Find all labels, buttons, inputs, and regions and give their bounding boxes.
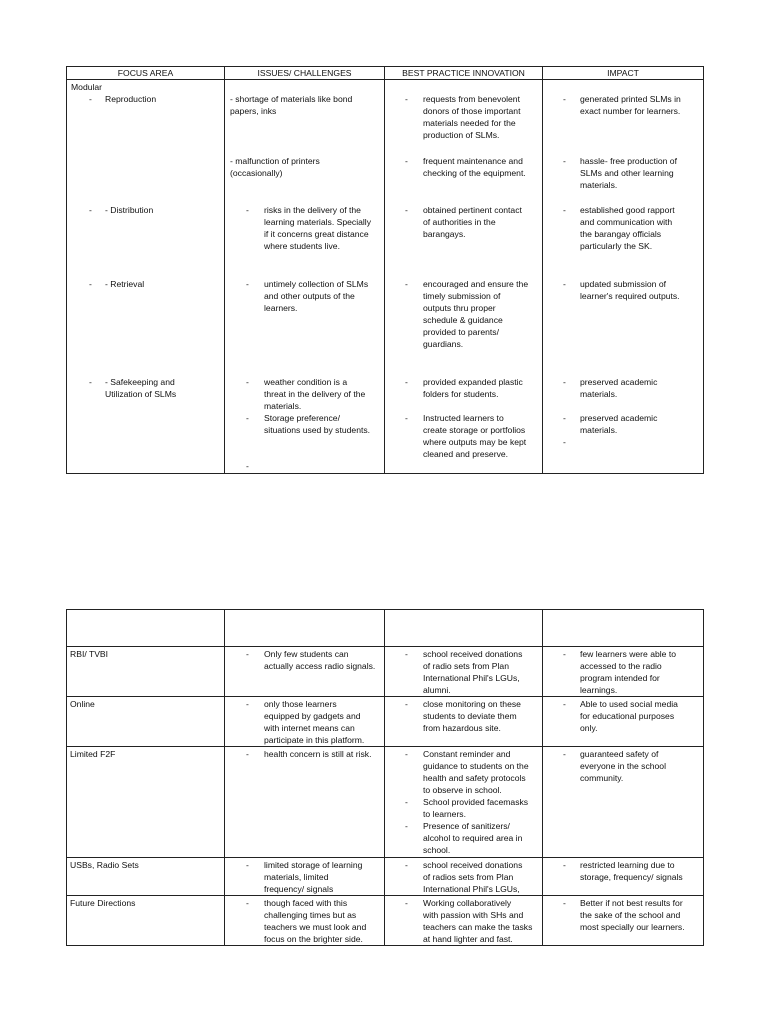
bullet-text-line: Constant reminder and: [423, 749, 511, 759]
table-row: [67, 896, 704, 946]
bullet-dash: -: [405, 797, 408, 807]
empty-bullet-dash: -: [563, 437, 566, 447]
bullet-text-line: Presence of sanitizers/: [423, 821, 510, 831]
issues-cell: [225, 647, 385, 697]
focus-area-label: RBI/ TVBI: [70, 649, 109, 659]
bullet-dash: -: [246, 749, 249, 759]
impact-cell: [543, 858, 704, 896]
issues-cell: [225, 747, 385, 858]
practice-cell: [385, 647, 543, 697]
bullet-text-line: Able to used social media: [580, 699, 678, 709]
empty-bullet-dash: -: [246, 461, 249, 471]
empty-cell: [225, 610, 385, 647]
table-row: [67, 647, 704, 697]
group-label-modular: Modular: [71, 82, 103, 92]
bullet-text-line: restricted learning due to: [580, 860, 675, 870]
focus-item-distribution: - Distribution: [105, 205, 154, 215]
bullet-text-line: the sake of the school and: [580, 910, 681, 920]
bullet-dash: -: [563, 699, 566, 709]
focus-item-safekeeping: - Safekeeping and: [105, 377, 175, 387]
impact-cell: [543, 647, 704, 697]
bullet-text-line: to learners.: [423, 809, 466, 819]
focus-area-cell: [67, 647, 225, 697]
focus-area-table: [66, 66, 704, 474]
bullet-text-line: alumni.: [423, 685, 451, 695]
bullet-text-line: community.: [580, 773, 624, 783]
bullet-text-line: of radios sets from Plan: [423, 872, 514, 882]
bullet-text-line: at hand lighter and fast.: [423, 934, 513, 944]
bullet-text-line: frequency/ signals: [264, 884, 334, 894]
bullet-dash: -: [405, 860, 408, 870]
bullet-text-line: learnings.: [580, 685, 618, 695]
bullet-text-line: Only few students can: [264, 649, 349, 659]
bullet-text-line: limited storage of learning: [264, 860, 363, 870]
focus-area-cell: [67, 896, 225, 946]
bullet-text-line: school received donations: [423, 860, 523, 870]
bullet-text-line: focus on the brighter side.: [264, 934, 363, 944]
bullet-dash: -: [89, 377, 92, 387]
bullet-dash: -: [89, 279, 92, 289]
bullet-dash: -: [563, 860, 566, 870]
issues-cell: [225, 896, 385, 946]
bullet-dash: -: [89, 94, 92, 104]
bullet-text-line: teachers we must look and: [264, 922, 367, 932]
bullet-text-line: teachers can make the tasks: [423, 922, 533, 932]
bullet-text-line: health and safety protocols: [423, 773, 526, 783]
bullet-text-line: of radio sets from Plan: [423, 661, 509, 671]
bullet-dash: -: [563, 898, 566, 908]
impact-cell: [543, 747, 704, 858]
empty-cell: [385, 610, 543, 647]
bullet-text-line: school received donations: [423, 649, 523, 659]
focus-item-utilization: Utilization of SLMs: [105, 389, 177, 399]
issues-cell: - shortage of materials like bond papers, inks - malfunction of printers (occasionally) - risks in the delivery of the learning materials. Specially if it concerns great distance where students live. - untimely collection of SLMs and other outputs of the learners. - weather condition is a threat in the delivery of the materials. - Storage preference/ situations used by students. -: [225, 80, 385, 474]
focus-area-cell: [67, 697, 225, 747]
empty-cell: [67, 610, 225, 647]
impact-cell: [543, 896, 704, 946]
bullet-text-line: for educational purposes: [580, 711, 675, 721]
bullet-dash: -: [405, 749, 408, 759]
header-best-practice: BEST PRACTICE INNOVATION: [385, 67, 543, 80]
bullet-text-line: with internet means can: [264, 723, 355, 733]
bullet-text-line: School provided facemasks: [423, 797, 529, 807]
bullet-text-line: accessed to the radio: [580, 661, 662, 671]
bullet-dash: -: [405, 649, 408, 659]
impact-cell: [543, 697, 704, 747]
header-issues: ISSUES/ CHALLENGES: [225, 67, 385, 80]
empty-cell: [543, 610, 704, 647]
practice-cell: [385, 896, 543, 946]
practice-cell: [385, 858, 543, 896]
bullet-text-line: International Phil's LGUs,: [423, 884, 520, 894]
table-row: [67, 747, 704, 858]
practice-cell: [385, 697, 543, 747]
header-impact: IMPACT: [543, 67, 704, 80]
table-row: [67, 697, 704, 747]
focus-area-label: Future Directions: [70, 898, 136, 908]
bullet-text-line: equipped by gadgets and: [264, 711, 361, 721]
bullet-text-line: only.: [580, 723, 598, 733]
bullet-text-line: with passion with SHs and: [423, 910, 524, 920]
bullet-text-line: though faced with this: [264, 898, 348, 908]
bullet-text-line: storage, frequency/ signals: [580, 872, 683, 882]
bullet-text-line: program intended for: [580, 673, 660, 683]
bullet-text-line: students to deviate them: [423, 711, 517, 721]
bullet-dash: -: [563, 649, 566, 659]
bullet-text-line: actually access radio signals.: [264, 661, 376, 671]
bullet-text-line: guaranteed safety of: [580, 749, 659, 759]
continuation-table: [66, 609, 704, 946]
bullet-dash: -: [405, 821, 408, 831]
bullet-text-line: from hazardous site.: [423, 723, 501, 733]
bullet-text-line: close monitoring on these: [423, 699, 521, 709]
table-row: [67, 858, 704, 896]
focus-area-cell: [67, 858, 225, 896]
bullet-dash: -: [563, 749, 566, 759]
bullet-text-line: school.: [423, 845, 451, 855]
bullet-dash: -: [246, 699, 249, 709]
focus-area-label: USBs, Radio Sets: [70, 860, 139, 870]
bullet-text-line: alcohol to required area in: [423, 833, 523, 843]
bullet-text-line: Better if not best results for: [580, 898, 683, 908]
best-practice-cell: - requests from benevolent donors of those important materials needed for the production of SLMs. - frequent maintenance and checking of the equipment. - obtained pertinent contact of authorities in the barangays. - encouraged and ensure the timely submission of outputs thru proper schedule & guidance provided to parents/ guardians. - provided expanded plastic folders for students. - Instructed learners to create storage or portfolios where outputs may be kept cleaned and preserve.: [385, 80, 543, 474]
focus-area-label: Online: [70, 699, 95, 709]
header-focus-area: FOCUS AREA: [67, 67, 225, 80]
bullet-text-line: International Phil's LGUs,: [423, 673, 520, 683]
bullet-text-line: materials, limited: [264, 872, 329, 882]
bullet-text-line: everyone in the school: [580, 761, 666, 771]
bullet-text-line: challenging times but as: [264, 910, 357, 920]
bullet-dash: -: [405, 898, 408, 908]
bullet-text-line: to observe in school.: [423, 785, 502, 795]
bullet-text-line: few learners were able to: [580, 649, 677, 659]
bullet-dash: -: [246, 649, 249, 659]
bullet-text-line: participate in this platform.: [264, 735, 365, 745]
bullet-dash: -: [89, 205, 92, 215]
focus-area-label: Limited F2F: [70, 749, 116, 759]
bullet-dash: -: [405, 699, 408, 709]
table-row: [67, 80, 704, 474]
focus-area-cell: [67, 80, 225, 474]
issues-cell: [225, 858, 385, 896]
focus-area-cell: [67, 747, 225, 858]
bullet-text-line: health concern is still at risk.: [264, 749, 372, 759]
bullet-text-line: Working collaboratively: [423, 898, 512, 908]
table-header-row: [67, 67, 704, 80]
bullet-dash: -: [246, 898, 249, 908]
table-body: [67, 647, 704, 946]
issues-cell: [225, 697, 385, 747]
empty-header-row: [67, 610, 704, 647]
focus-item-reproduction: Reproduction: [105, 94, 157, 104]
bullet-text-line: only those learners: [264, 699, 337, 709]
practice-cell: [385, 747, 543, 858]
bullet-text-line: most specially our learners.: [580, 922, 685, 932]
bullet-dash: -: [246, 860, 249, 870]
focus-item-retrieval: - Retrieval: [105, 279, 145, 289]
bullet-text-line: guidance to students on the: [423, 761, 529, 771]
impact-cell: - generated printed SLMs in exact number for learners. - hassle- free production of SLMs and other learning materials. - established good rapport and communication with the barangay officials particularly the SK. - updated submission of learner's required outputs. - preserved academic materials. - preserved academic materials. -: [543, 80, 704, 474]
